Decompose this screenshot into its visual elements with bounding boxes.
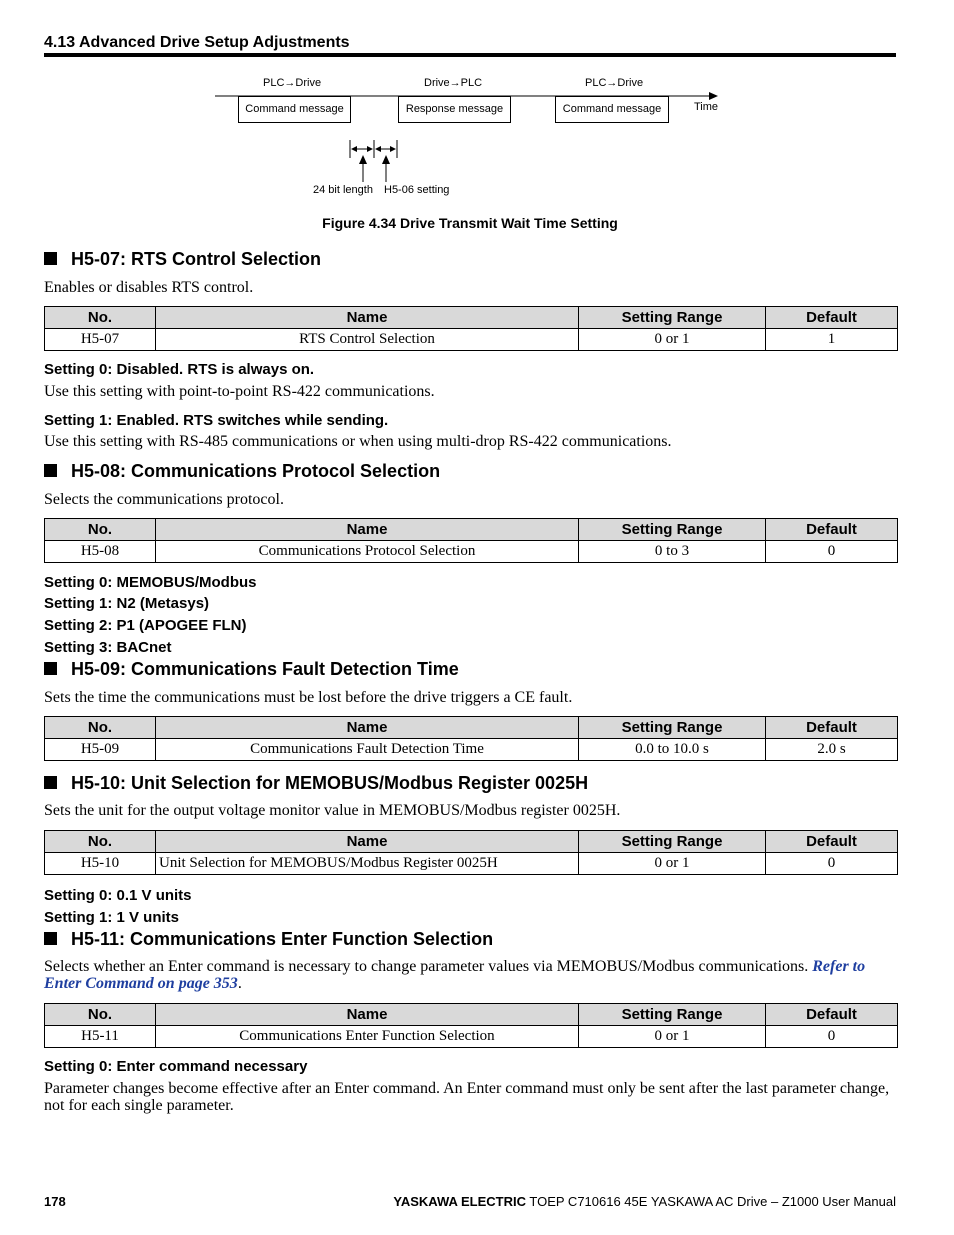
- h5-07-description: Enables or disables RTS control.: [44, 279, 254, 296]
- cell-default: 0: [766, 1026, 898, 1048]
- h5-07-table: [44, 306, 898, 351]
- command-message-box-2: Command message: [555, 96, 669, 123]
- table-header-row: [45, 307, 898, 329]
- header-no: No.: [45, 307, 156, 329]
- footer-brand: YASKAWA ELECTRIC: [393, 1194, 527, 1209]
- bullet-square-icon: [44, 932, 57, 945]
- header-name: Name: [156, 307, 579, 329]
- h5-11-description: Selects whether an Enter command is necessary to change parameter values via MEMOBUS/Modbus communications. Refer to Enter Command on page 353.: [44, 958, 866, 992]
- h5-11-table: [44, 1003, 898, 1048]
- h5-11-heading: H5-11: Communications Enter Function Selection: [44, 929, 493, 950]
- label-plc-to-drive-1: PLC→Drive: [263, 77, 322, 89]
- header-no: No.: [45, 717, 156, 739]
- enter-command-page-link[interactable]: Refer to Enter Command on page 353: [44, 958, 866, 992]
- h5-08-heading: H5-08: Communications Protocol Selection: [44, 461, 440, 482]
- header-no: No.: [45, 519, 156, 541]
- bullet-square-icon: [44, 252, 57, 265]
- table-row: [45, 1026, 898, 1048]
- h5-08-description: Selects the communications protocol.: [44, 491, 284, 508]
- h5-07-setting-0-desc: Use this setting with point-to-point RS-422 communications.: [44, 383, 435, 400]
- header-name: Name: [156, 831, 579, 853]
- header-default: Default: [766, 717, 898, 739]
- h5-10-setting-0: Setting 0: 0.1 V units: [44, 887, 192, 904]
- label-time: Time: [694, 101, 719, 113]
- header-name: Name: [156, 717, 579, 739]
- cell-no: H5-10: [45, 853, 156, 875]
- header-no: No.: [45, 831, 156, 853]
- header-default: Default: [766, 831, 898, 853]
- h5-06-setting-annotation: H5-06 setting: [384, 184, 450, 196]
- response-message-box: Response message: [398, 96, 511, 123]
- header-range: Setting Range: [579, 831, 766, 853]
- cell-name: Communications Enter Function Selection: [156, 1026, 579, 1048]
- h5-08-setting-1: Setting 1: N2 (Metasys): [44, 595, 210, 612]
- h5-08-table: [44, 518, 898, 563]
- cell-range: 0 to 3: [579, 541, 766, 563]
- h5-09-table: [44, 716, 898, 761]
- header-default: Default: [766, 307, 898, 329]
- table-row: [45, 853, 898, 875]
- h5-08-setting-2: Setting 2: P1 (APOGEE FLN): [44, 617, 247, 634]
- header-name: Name: [156, 519, 579, 541]
- page-number: 178: [44, 1194, 66, 1209]
- h5-07-setting-1-desc: Use this setting with RS-485 communications or when using multi-drop RS-422 communications.: [44, 433, 672, 450]
- cell-no: H5-09: [45, 739, 156, 761]
- section-title: 4.13 Advanced Drive Setup Adjustments: [44, 34, 350, 51]
- h5-10-table: [44, 830, 898, 875]
- cell-no: H5-08: [45, 541, 156, 563]
- table-header-row: [45, 519, 898, 541]
- cell-range: 0.0 to 10.0 s: [579, 739, 766, 761]
- cell-default: 2.0 s: [766, 739, 898, 761]
- bullet-square-icon: [44, 776, 57, 789]
- header-name: Name: [156, 1004, 579, 1026]
- table-header-row: [45, 831, 898, 853]
- table-row: [45, 541, 898, 563]
- footer-doc: TOEP C710616 45E YASKAWA AC Drive – Z1000 User Manual: [526, 1194, 896, 1209]
- table-header-row: [45, 717, 898, 739]
- header-range: Setting Range: [579, 519, 766, 541]
- h5-10-description: Sets the unit for the output voltage monitor value in MEMOBUS/Modbus register 0025H.: [44, 802, 621, 819]
- cell-name: Communications Protocol Selection: [156, 541, 579, 563]
- h5-10-heading: H5-10: Unit Selection for MEMOBUS/Modbus Register 0025H: [44, 773, 588, 794]
- cell-range: 0 or 1: [579, 853, 766, 875]
- h5-08-setting-3: Setting 3: BACnet: [44, 639, 172, 656]
- header-default: Default: [766, 519, 898, 541]
- h5-09-description: Sets the time the communications must be lost before the drive triggers a CE fault.: [44, 689, 573, 706]
- cell-no: H5-07: [45, 329, 156, 351]
- bullet-square-icon: [44, 464, 57, 477]
- cell-name: Communications Fault Detection Time: [156, 739, 579, 761]
- h5-09-heading: H5-09: Communications Fault Detection Time: [44, 659, 459, 680]
- h5-07-setting-0-title: Setting 0: Disabled. RTS is always on.: [44, 361, 315, 378]
- label-drive-to-plc: Drive→PLC: [424, 77, 483, 89]
- label-plc-to-drive-2: PLC→Drive: [585, 77, 644, 89]
- header-range: Setting Range: [579, 1004, 766, 1026]
- footer-document-info: [393, 1194, 896, 1209]
- cell-range: 0 or 1: [579, 1026, 766, 1048]
- header-range: Setting Range: [579, 717, 766, 739]
- table-row: [45, 329, 898, 351]
- h5-07-setting-1-title: Setting 1: Enabled. RTS switches while sending.: [44, 412, 389, 429]
- cell-default: 1: [766, 329, 898, 351]
- figure-caption: Figure 4.34 Drive Transmit Wait Time Setting: [322, 215, 618, 231]
- h5-11-setting-0-title: Setting 0: Enter command necessary: [44, 1058, 308, 1075]
- h5-08-setting-0: Setting 0: MEMOBUS/Modbus: [44, 574, 257, 591]
- cell-default: 0: [766, 541, 898, 563]
- bit-length-annotation: 24 bit length: [313, 184, 373, 196]
- header-no: No.: [45, 1004, 156, 1026]
- table-row: [45, 739, 898, 761]
- h5-10-setting-1: Setting 1: 1 V units: [44, 909, 180, 926]
- cell-default: 0: [766, 853, 898, 875]
- cell-no: H5-11: [45, 1026, 156, 1048]
- cell-name: Unit Selection for MEMOBUS/Modbus Register 0025H: [156, 853, 579, 875]
- bullet-square-icon: [44, 662, 57, 675]
- cell-range: 0 or 1: [579, 329, 766, 351]
- table-header-row: [45, 1004, 898, 1026]
- header-default: Default: [766, 1004, 898, 1026]
- h5-07-heading: H5-07: RTS Control Selection: [44, 249, 321, 270]
- command-message-box-1: Command message: [238, 96, 351, 123]
- cell-name: RTS Control Selection: [156, 329, 579, 351]
- header-range: Setting Range: [579, 307, 766, 329]
- h5-11-setting-0-desc: Parameter changes become effective after an Enter command. An Enter command must only be sent after the last parameter change, not for each single parameter.: [44, 1080, 890, 1114]
